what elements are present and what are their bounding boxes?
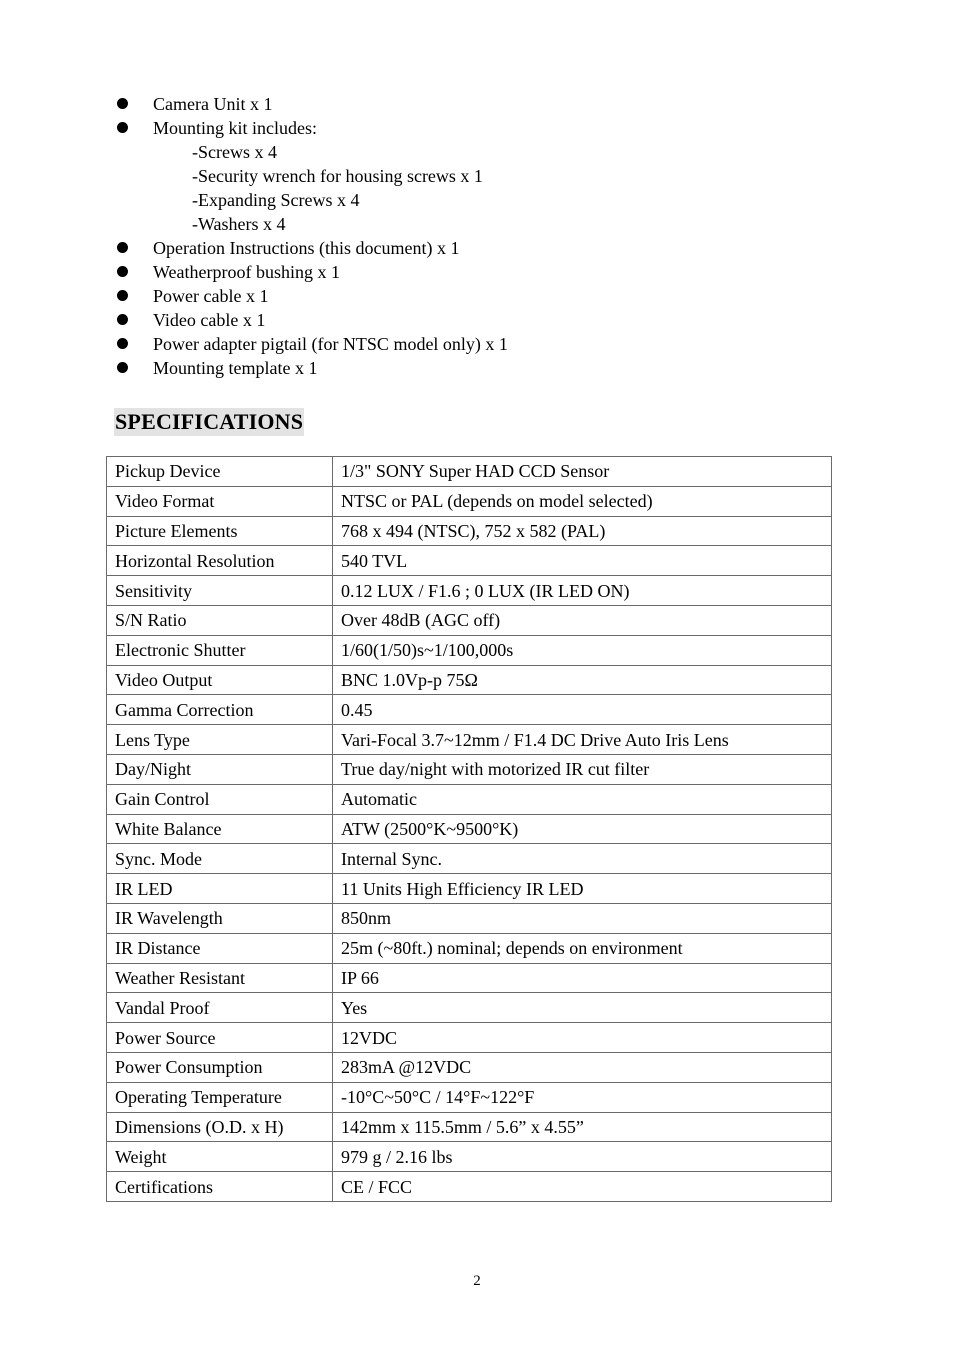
page-number: 2 xyxy=(473,1273,481,1289)
table-row xyxy=(107,1142,832,1172)
package-contents-list xyxy=(114,92,508,380)
list-item-text: Mounting kit includes: xyxy=(153,118,317,138)
table-row xyxy=(107,754,832,784)
bullet-icon xyxy=(117,98,128,109)
spec-label-cell: Video Output xyxy=(107,665,333,695)
spec-value-cell: 850nm xyxy=(333,903,832,933)
spec-label-cell: Horizontal Resolution xyxy=(107,546,333,576)
spec-label-cell: Power Consumption xyxy=(107,1052,333,1082)
sub-list-item xyxy=(114,164,508,188)
table-row xyxy=(107,516,832,546)
table-row xyxy=(107,874,832,904)
spec-value-cell: 25m (~80ft.) nominal; depends on environment xyxy=(333,933,832,963)
bullet-icon xyxy=(117,122,128,133)
table-row xyxy=(107,457,832,487)
spec-label-cell: Dimensions (O.D. x H) xyxy=(107,1112,333,1142)
spec-value-cell: IP 66 xyxy=(333,963,832,993)
table-row xyxy=(107,1172,832,1202)
table-row xyxy=(107,1023,832,1053)
spec-value-cell: 11 Units High Efficiency IR LED xyxy=(333,874,832,904)
spec-label-cell: Vandal Proof xyxy=(107,993,333,1023)
table-row xyxy=(107,695,832,725)
spec-value-cell: 12VDC xyxy=(333,1023,832,1053)
spec-value-cell: 768 x 494 (NTSC), 752 x 582 (PAL) xyxy=(333,516,832,546)
list-item xyxy=(114,92,508,116)
list-item xyxy=(114,332,508,356)
list-item-text: -Screws x 4 xyxy=(192,142,277,162)
spec-label-cell: Sync. Mode xyxy=(107,844,333,874)
spec-label-cell: Lens Type xyxy=(107,725,333,755)
table-row xyxy=(107,665,832,695)
bullet-icon xyxy=(117,266,128,277)
spec-value-cell: 1/3" SONY Super HAD CCD Sensor xyxy=(333,457,832,487)
spec-value-cell: 0.45 xyxy=(333,695,832,725)
table-row xyxy=(107,784,832,814)
table-row xyxy=(107,546,832,576)
table-row xyxy=(107,933,832,963)
list-item xyxy=(114,284,508,308)
bullet-icon xyxy=(117,242,128,253)
table-row xyxy=(107,963,832,993)
spec-value-cell: Over 48dB (AGC off) xyxy=(333,605,832,635)
spec-value-cell: CE / FCC xyxy=(333,1172,832,1202)
spec-value-cell: -10°C~50°C / 14°F~122°F xyxy=(333,1082,832,1112)
list-item xyxy=(114,236,508,260)
spec-value-cell: 283mA @12VDC xyxy=(333,1052,832,1082)
spec-value-cell: NTSC or PAL (depends on model selected) xyxy=(333,486,832,516)
spec-label-cell: IR LED xyxy=(107,874,333,904)
table-row xyxy=(107,605,832,635)
list-item-text: Mounting template x 1 xyxy=(153,358,318,378)
list-item-text: Camera Unit x 1 xyxy=(153,94,273,114)
spec-label-cell: Electronic Shutter xyxy=(107,635,333,665)
spec-label-cell: Sensitivity xyxy=(107,576,333,606)
spec-label-cell: IR Wavelength xyxy=(107,903,333,933)
specifications-heading: SPECIFICATIONS xyxy=(115,409,304,434)
list-item-text: Weatherproof bushing x 1 xyxy=(153,262,341,282)
spec-label-cell: Picture Elements xyxy=(107,516,333,546)
table-row xyxy=(107,635,832,665)
table-row xyxy=(107,1082,832,1112)
spec-label-cell: S/N Ratio xyxy=(107,605,333,635)
list-item-text: Operation Instructions (this document) x 1 xyxy=(153,238,460,258)
spec-value-cell: Automatic xyxy=(333,784,832,814)
table-row xyxy=(107,725,832,755)
spec-label-cell: White Balance xyxy=(107,814,333,844)
spec-value-cell: True day/night with motorized IR cut filter xyxy=(333,754,832,784)
table-row xyxy=(107,844,832,874)
spec-value-cell: Yes xyxy=(333,993,832,1023)
specifications-table-body xyxy=(107,457,832,1202)
table-row xyxy=(107,486,832,516)
list-item-text: Power cable x 1 xyxy=(153,286,269,306)
spec-value-cell: 142mm x 115.5mm / 5.6” x 4.55” xyxy=(333,1112,832,1142)
spec-value-cell: Vari-Focal 3.7~12mm / F1.4 DC Drive Auto Iris Lens xyxy=(333,725,832,755)
table-row xyxy=(107,903,832,933)
sub-list-item xyxy=(114,212,508,236)
spec-value-cell: 1/60(1/50)s~1/100,000s xyxy=(333,635,832,665)
spec-value-cell: 0.12 LUX / F1.6 ; 0 LUX (IR LED ON) xyxy=(333,576,832,606)
list-item xyxy=(114,116,508,140)
table-row xyxy=(107,814,832,844)
spec-value-cell: BNC 1.0Vp-p 75Ω xyxy=(333,665,832,695)
list-item xyxy=(114,260,508,284)
spec-label-cell: Pickup Device xyxy=(107,457,333,487)
specifications-table xyxy=(106,456,832,1202)
spec-label-cell: Weather Resistant xyxy=(107,963,333,993)
spec-label-cell: IR Distance xyxy=(107,933,333,963)
spec-label-cell: Operating Temperature xyxy=(107,1082,333,1112)
spec-value-cell: Internal Sync. xyxy=(333,844,832,874)
spec-label-cell: Day/Night xyxy=(107,754,333,784)
list-item xyxy=(114,356,508,380)
spec-label-cell: Video Format xyxy=(107,486,333,516)
bullet-icon xyxy=(117,290,128,301)
list-item xyxy=(114,308,508,332)
spec-value-cell: 979 g / 2.16 lbs xyxy=(333,1142,832,1172)
spec-value-cell: 540 TVL xyxy=(333,546,832,576)
bullet-icon xyxy=(117,362,128,373)
list-item-text: Power adapter pigtail (for NTSC model only) x 1 xyxy=(153,334,508,354)
sub-list-item xyxy=(114,188,508,212)
table-row xyxy=(107,1052,832,1082)
table-row xyxy=(107,993,832,1023)
table-row xyxy=(107,1112,832,1142)
sub-list-item xyxy=(114,140,508,164)
spec-label-cell: Gamma Correction xyxy=(107,695,333,725)
table-row xyxy=(107,576,832,606)
spec-label-cell: Certifications xyxy=(107,1172,333,1202)
list-item-text: -Security wrench for housing screws x 1 xyxy=(192,166,483,186)
bullet-icon xyxy=(117,314,128,325)
spec-value-cell: ATW (2500°K~9500°K) xyxy=(333,814,832,844)
spec-label-cell: Weight xyxy=(107,1142,333,1172)
list-item-text: Video cable x 1 xyxy=(153,310,266,330)
spec-label-cell: Power Source xyxy=(107,1023,333,1053)
list-item-text: -Washers x 4 xyxy=(192,214,286,234)
spec-label-cell: Gain Control xyxy=(107,784,333,814)
bullet-icon xyxy=(117,338,128,349)
list-item-text: -Expanding Screws x 4 xyxy=(192,190,360,210)
